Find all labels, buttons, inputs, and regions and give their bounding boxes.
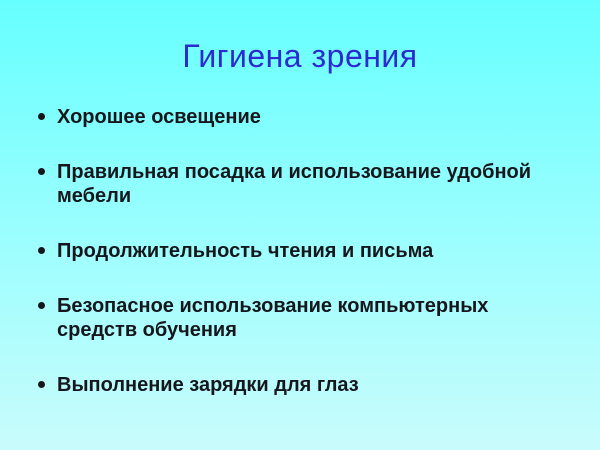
slide-title: Гигиена зрения (182, 38, 418, 74)
bullet-list (37, 105, 547, 428)
bullet-text: Правильная посадка и использование удобной мебели (57, 161, 532, 207)
bullet-dot-icon (38, 302, 45, 309)
bullet-dot-icon (38, 113, 45, 120)
bullet-dot-icon (38, 247, 45, 254)
bullet-text: Безопасное использование компьютерных средств обучения (57, 295, 489, 341)
bullet-item (37, 373, 547, 397)
bullet-dot-icon (38, 168, 45, 175)
bullet-item (37, 105, 547, 129)
bullet-item (37, 239, 547, 263)
bullet-text: Хорошее освещение (57, 106, 261, 128)
bullet-text: Выполнение зарядки для глаз (57, 374, 359, 396)
bullet-item (37, 160, 547, 208)
bullet-text: Продолжительность чтения и письма (57, 240, 434, 262)
bullet-item (37, 294, 547, 342)
bullet-dot-icon (38, 381, 45, 388)
